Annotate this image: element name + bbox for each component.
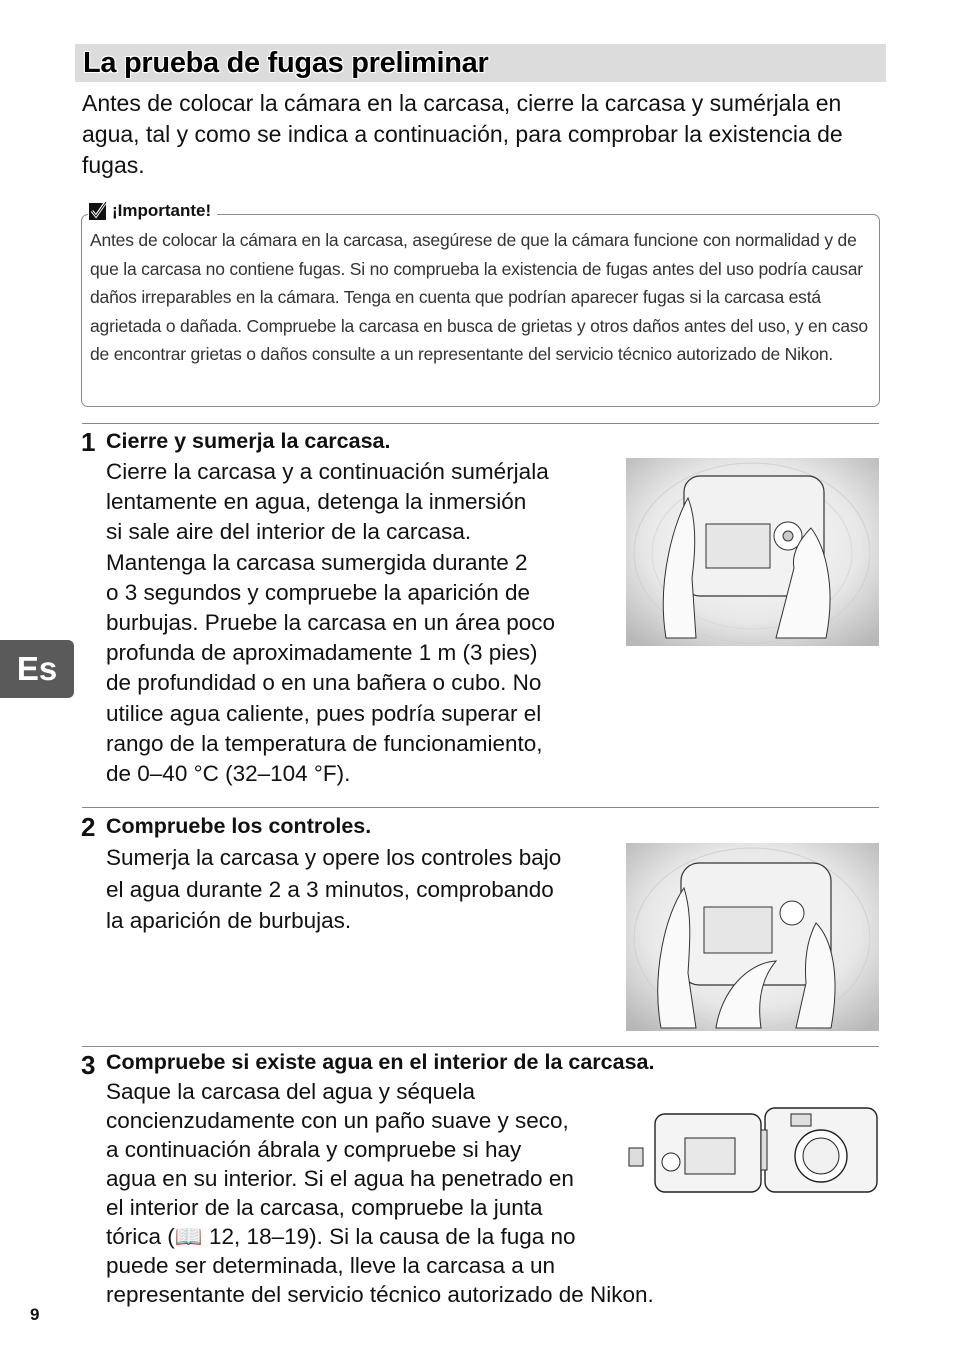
step-2-body: [106, 842, 561, 937]
step-1-line: de 0–40 °C (32–104 °F).: [106, 761, 351, 787]
checkmark-box-icon: [88, 201, 108, 221]
step-1-heading: Cierre y sumerja la carcasa.: [106, 429, 391, 453]
step-1-line: si sale aire del interior de la carcasa.: [106, 519, 472, 545]
step-3-line: el interior de la carcasa, compruebe la junta: [106, 1195, 543, 1220]
step-1-number: 1: [81, 427, 96, 457]
step-2-heading: Compruebe los controles.: [106, 814, 372, 838]
step-3-line: puede ser determinada, lleve la carcasa a un: [106, 1253, 556, 1278]
submerge-housing-illustration: [626, 458, 879, 646]
step-2-line: el agua durante 2 a 3 minutos, comprobando: [106, 876, 554, 902]
step-2-number: 2: [81, 812, 96, 842]
step-3-heading: Compruebe si existe agua en el interior de la carcasa.: [106, 1050, 655, 1074]
step-2-line: la aparición de burbujas.: [106, 908, 352, 933]
open-housing-illustration: [625, 1100, 883, 1196]
intro-paragraph: Antes de colocar la cámara en la carcasa, cierre la carcasa y sumérjala en agua, tal y como se indica a continuación, para comprobar la existencia de fugas.: [82, 90, 843, 178]
step-1-line: o 3 segundos y compruebe la aparición de: [106, 579, 531, 605]
step-2-line: Sumerja la carcasa y opere los controles bajo: [106, 845, 562, 870]
step-1-line: burbujas. Pruebe la carcasa en un área poco: [106, 610, 556, 636]
operate-controls-illustration: [626, 843, 879, 1031]
step-3-number: 3: [81, 1050, 96, 1080]
page-number: 9: [30, 1305, 40, 1324]
step-1-line: Cierre la carcasa y a continuación sumérjala: [106, 459, 549, 484]
step-1-body: [106, 457, 555, 789]
step-1-line: profunda de aproximadamente 1 m (3 pies): [106, 640, 538, 666]
step-3-line: concienzudamente con un paño suave y seco,: [106, 1108, 569, 1133]
important-label-text: ¡Importante!: [112, 201, 212, 220]
step-3-line: tórica (📖 12, 18–19). Si la causa de la fuga no: [106, 1224, 576, 1249]
important-note-label: [88, 200, 217, 222]
step-3-line: agua en su interior. Si el agua ha penetrado en: [106, 1166, 574, 1191]
important-note-text: Antes de colocar la cámara en la carcasa, asegúrese de que la cámara funcione con normalidad y de que la carcasa no contiene fugas. Si no comprueba la existencia de fugas antes del uso podría causar daños irreparables en la cámara. Tenga en cuenta que podrían aparecer fugas si la carcasa está agrietada o dañada. Compruebe la carcasa en busca de grietas y otros daños antes del uso, y en caso de encontrar grietas o daños consulte a un representante del servicio técnico autorizado de Nikon.: [90, 230, 868, 364]
step-3-line: a continuación ábrala y compruebe si hay: [106, 1137, 522, 1162]
step-3-line: representante del servicio técnico autorizado de Nikon.: [106, 1282, 654, 1307]
step-1-line: lentamente en agua, detenga la inmersión: [106, 489, 527, 515]
step-divider: [82, 423, 879, 424]
step-3-body: [106, 1077, 654, 1309]
section-title: La prueba de fugas preliminar: [83, 47, 489, 79]
step-divider: [82, 807, 879, 808]
step-1-line: utilice agua caliente, pues podría superar el: [106, 700, 542, 726]
step-1-line: rango de la temperatura de funcionamiento,: [106, 730, 543, 756]
step-3-line: Saque la carcasa del agua y séquela: [106, 1079, 476, 1104]
language-tab: Es: [0, 640, 74, 698]
step-1-line: Mantenga la carcasa sumergida durante 2: [106, 549, 528, 575]
step-1-line: de profundidad o en una bañera o cubo. No: [106, 670, 542, 696]
